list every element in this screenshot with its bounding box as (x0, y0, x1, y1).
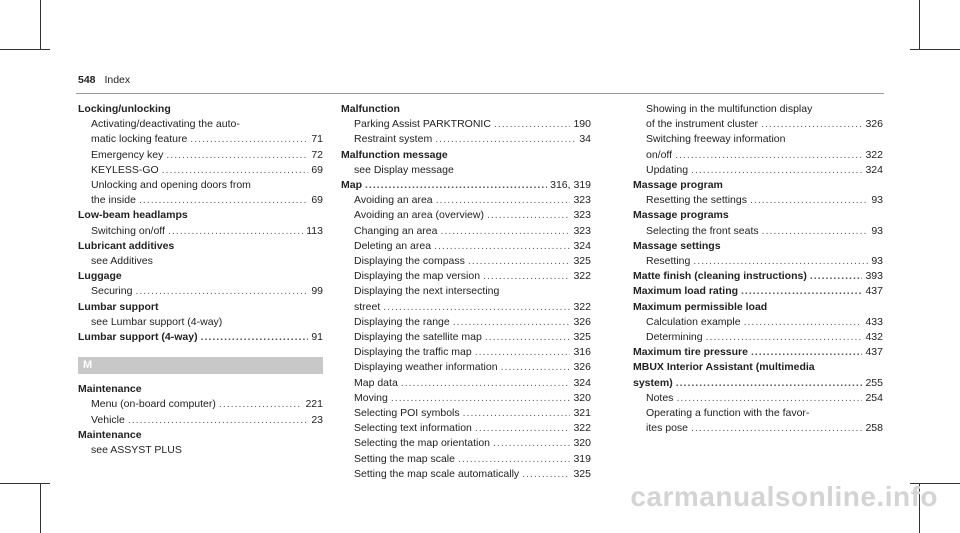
page-reference: 34 (579, 133, 591, 146)
dot-leader (675, 148, 862, 163)
index-entry-label: Updating (646, 163, 689, 176)
page-reference: 322 (573, 300, 591, 313)
dot-leader (676, 376, 863, 391)
index-subentry (633, 193, 883, 208)
page-reference: 322 (865, 148, 883, 161)
page-reference: 91 (311, 331, 323, 344)
index-subentry (633, 330, 883, 345)
section-title: Index (104, 74, 131, 86)
index-entry-label: Menu (on-board computer) (91, 398, 216, 411)
index-heading (341, 148, 591, 163)
page-header (78, 74, 130, 86)
index-subentry (78, 148, 323, 163)
index-heading-label: Maximum tire pressure (633, 346, 748, 359)
dot-leader (810, 269, 863, 284)
index-heading-label: Malfunction message (341, 148, 448, 161)
index-subentry-text: see Additives (91, 255, 153, 268)
index-entry-label: Moving (354, 391, 388, 404)
index-heading (633, 284, 883, 299)
index-entry-label: KEYLESS-GO (91, 163, 159, 176)
watermark: carmanualsonline.info (630, 481, 938, 512)
page-reference: 258 (865, 422, 883, 435)
index-entry-label: on/off (646, 148, 673, 161)
dot-leader (435, 132, 576, 147)
index-subentry (341, 436, 591, 451)
page-number: 548 (78, 74, 96, 86)
index-entry-label: Displaying the range (354, 315, 450, 328)
index-subentry-text: Activating/deactivating the auto- (91, 118, 240, 131)
page-reference: 323 (573, 194, 591, 207)
page-reference: 321 (573, 407, 591, 420)
index-subentry (341, 239, 591, 254)
dot-leader (741, 284, 862, 299)
index-subentry (633, 254, 883, 269)
index-heading-label: Maximum load rating (633, 285, 739, 298)
crop-mark (910, 49, 960, 50)
index-entry-label: Restraint system (354, 133, 433, 146)
index-subentry-text: see ASSYST PLUS (91, 444, 182, 457)
index-subentry (633, 421, 883, 436)
page-reference: 254 (865, 391, 883, 404)
dot-leader (676, 391, 862, 406)
index-subentry (78, 163, 323, 178)
dot-leader (162, 163, 309, 178)
index-heading (633, 178, 883, 193)
page-reference: 324 (865, 163, 883, 176)
index-entry-label: Avoiding an area (354, 194, 433, 207)
page-reference: 393 (865, 270, 883, 283)
index-heading (78, 102, 323, 117)
index-entry-label: Parking Assist PARKTRONIC (354, 118, 491, 131)
index-heading (633, 300, 883, 315)
crop-mark (40, 0, 41, 50)
index-subentry (341, 254, 591, 269)
index-subentry (341, 269, 591, 284)
index-subentry-text: Switching freeway information (646, 133, 786, 146)
index-heading-label: Luggage (78, 270, 122, 283)
dot-leader (190, 132, 308, 147)
index-entry-label: Notes (646, 391, 674, 404)
index-entry-label: Deleting an area (354, 239, 432, 252)
index-entry-label: the inside (91, 194, 136, 207)
crop-mark (40, 483, 41, 533)
index-subentry (341, 421, 591, 436)
index-heading-label: Lumbar support (78, 300, 159, 313)
index-subentry (341, 360, 591, 375)
index-entry-label: matic locking feature (91, 133, 188, 146)
index-heading-label: system) (633, 376, 673, 389)
page-reference: 322 (573, 422, 591, 435)
index-heading-label: Lubricant additives (78, 239, 175, 252)
dot-leader (201, 330, 309, 345)
index-entry-label: Setting the map scale automatically (354, 467, 520, 480)
page-reference: 323 (573, 209, 591, 222)
dot-leader (391, 391, 571, 406)
dot-leader (383, 300, 570, 315)
page-reference: 324 (573, 376, 591, 389)
section-letter-bar: M (78, 357, 323, 374)
page-reference: 99 (311, 285, 323, 298)
index-entry-label: Vehicle (91, 413, 125, 426)
index-entry-label: Displaying the traffic map (354, 346, 472, 359)
page-reference: 433 (865, 315, 883, 328)
index-heading-label: Map (341, 179, 362, 192)
index-subentry (78, 397, 323, 412)
index-entry-label: Map data (354, 376, 398, 389)
index-heading (341, 102, 591, 117)
crop-mark (0, 49, 50, 50)
index-subentry-text: Displaying the next intersecting (354, 285, 500, 298)
page-reference: 319 (573, 452, 591, 465)
index-subentry (341, 467, 591, 482)
index-heading-label: Low-beam headlamps (78, 209, 188, 222)
dot-leader (166, 148, 308, 163)
index-heading (78, 269, 323, 284)
page-reference: 69 (311, 194, 323, 207)
index-subentry (341, 315, 591, 330)
dot-leader (219, 397, 303, 412)
index-subentry (341, 376, 591, 391)
page-reference: 93 (871, 194, 883, 207)
index-subentry (341, 208, 591, 223)
index-heading (78, 382, 323, 397)
dot-leader (128, 413, 308, 428)
index-heading-label: Locking/unlocking (78, 103, 171, 115)
dot-leader (168, 224, 303, 239)
index-entry-label: Selecting POI symbols (354, 407, 460, 420)
dot-leader (440, 224, 570, 239)
index-subentry (633, 148, 883, 163)
index-heading (78, 300, 323, 315)
index-subentry (341, 406, 591, 421)
page-reference: 69 (311, 163, 323, 176)
index-subentry (341, 132, 591, 147)
page-reference: 325 (573, 255, 591, 268)
index-column-3 (633, 102, 883, 436)
index-subentry (78, 132, 323, 147)
index-heading-label: Maximum permissible load (633, 300, 768, 313)
index-entry-label: ites pose (646, 422, 689, 435)
index-subentry-text: Unlocking and opening doors from (91, 179, 251, 192)
dot-leader (483, 269, 570, 284)
index-heading-label: Massage program (633, 179, 723, 192)
page-reference: 72 (311, 148, 323, 161)
index-subentry-text: see Lumbar support (4-way) (91, 315, 223, 328)
page-reference: 320 (573, 437, 591, 450)
index-subentry-text: see Display message (354, 163, 454, 176)
index-entry-label: Displaying the compass (354, 255, 465, 268)
dot-leader (761, 117, 862, 132)
index-subentry (633, 163, 883, 178)
crop-mark (0, 483, 50, 484)
index-subentry (78, 284, 323, 299)
index-subentry (78, 193, 323, 208)
index-entry-label: Setting the map scale (354, 452, 455, 465)
index-column-1 (78, 102, 323, 458)
dot-leader (135, 284, 308, 299)
dot-leader (485, 330, 571, 345)
index-entry-label: Selecting text information (354, 422, 472, 435)
index-entry-label: of the instrument cluster (646, 118, 759, 131)
dot-leader (365, 178, 547, 193)
index-heading (633, 345, 883, 360)
page-reference: 221 (305, 398, 323, 411)
index-subentry (633, 117, 883, 132)
page-reference: 324 (573, 239, 591, 252)
index-subentry (633, 315, 883, 330)
index-subentry (341, 391, 591, 406)
index-heading (78, 239, 323, 254)
page-reference: 93 (871, 224, 883, 237)
index-heading-label: Maintenance (78, 383, 142, 396)
header-rule (76, 93, 884, 94)
page-reference: 437 (865, 346, 883, 359)
page-reference: 326 (865, 118, 883, 131)
index-entry-label: Displaying the satellite map (354, 331, 482, 344)
dot-leader (493, 436, 570, 451)
dot-leader (494, 117, 571, 132)
index-entry-label: Selecting the front seats (646, 224, 759, 237)
index-entry-label: Resetting the settings (646, 194, 747, 207)
index-subentry (341, 193, 591, 208)
index-subentry-text: Operating a function with the favor- (646, 407, 810, 420)
page-reference: 316, 319 (550, 179, 591, 192)
index-heading (341, 178, 591, 193)
index-heading-label: Maintenance (78, 428, 142, 441)
dot-leader (751, 345, 863, 360)
index-entry-label: Avoiding an area (overview) (354, 209, 484, 222)
page-reference: 23 (311, 413, 323, 426)
index-entry-label: Resetting (646, 255, 691, 268)
page-reference: 190 (573, 118, 591, 131)
index-entry-label: Securing (91, 285, 133, 298)
dot-leader (487, 208, 571, 223)
page-reference: 255 (865, 376, 883, 389)
page-reference: 93 (871, 255, 883, 268)
index-heading (633, 239, 883, 254)
index-subentry (633, 224, 883, 239)
dot-leader (750, 193, 868, 208)
dot-leader (453, 315, 571, 330)
index-heading (633, 360, 883, 375)
dot-leader (522, 467, 570, 482)
dot-leader (436, 193, 571, 208)
page-reference: 437 (865, 285, 883, 298)
dot-leader (434, 239, 570, 254)
index-heading-label: MBUX Interior Assistant (multimedia (633, 361, 815, 374)
index-subentry-text: Showing in the multifunction display (646, 103, 813, 115)
dot-leader (458, 452, 570, 467)
index-subentry (341, 345, 591, 360)
index-heading (78, 428, 323, 443)
dot-leader (501, 360, 571, 375)
page-reference: 71 (311, 133, 323, 146)
index-entry-label: Selecting the map orientation (354, 437, 491, 450)
index-column-2 (341, 102, 591, 482)
index-heading (633, 376, 883, 391)
index-entry-label: Switching on/off (91, 224, 165, 237)
dot-leader (139, 193, 308, 208)
dot-leader (401, 376, 571, 391)
index-subentry (78, 413, 323, 428)
index-heading (78, 330, 323, 345)
page-reference: 113 (306, 224, 323, 237)
index-heading (78, 208, 323, 223)
page-reference: 326 (573, 361, 591, 374)
dot-leader (762, 224, 869, 239)
page-reference: 432 (865, 331, 883, 344)
index-subentry (341, 224, 591, 239)
index-subentry (341, 117, 591, 132)
page-reference: 326 (573, 315, 591, 328)
index-heading (633, 269, 883, 284)
dot-leader (475, 421, 571, 436)
dot-leader (706, 330, 863, 345)
index-entry-label: street (354, 300, 381, 313)
index-entry-label: Calculation example (646, 315, 741, 328)
page-reference: 325 (573, 467, 591, 480)
index-subentry (78, 224, 323, 239)
dot-leader (463, 406, 571, 421)
dot-leader (468, 254, 571, 269)
dot-leader (744, 315, 863, 330)
index-heading-label: Massage programs (633, 209, 729, 222)
index-heading (633, 208, 883, 223)
crop-mark (919, 0, 920, 50)
dot-leader (475, 345, 571, 360)
dot-leader (691, 163, 862, 178)
page-reference: 322 (573, 270, 591, 283)
index-heading-label: Malfunction (341, 103, 400, 115)
index-subentry (341, 300, 591, 315)
index-subentry (341, 452, 591, 467)
page-reference: 320 (573, 391, 591, 404)
index-heading-label: Matte finish (cleaning instructions) (633, 270, 807, 283)
page-reference: 316 (573, 346, 591, 359)
dot-leader (693, 254, 868, 269)
index-heading-label: Lumbar support (4-way) (78, 331, 198, 344)
index-subentry (341, 330, 591, 345)
page-reference: 323 (573, 224, 591, 237)
dot-leader (691, 421, 862, 436)
page-reference: 325 (573, 331, 591, 344)
index-subentry (633, 391, 883, 406)
index-entry-label: Changing an area (354, 224, 438, 237)
index-heading-label: Massage settings (633, 239, 721, 252)
index-entry-label: Displaying the map version (354, 270, 481, 283)
index-entry-label: Displaying weather information (354, 361, 498, 374)
index-entry-label: Determining (646, 331, 703, 344)
index-entry-label: Emergency key (91, 148, 164, 161)
